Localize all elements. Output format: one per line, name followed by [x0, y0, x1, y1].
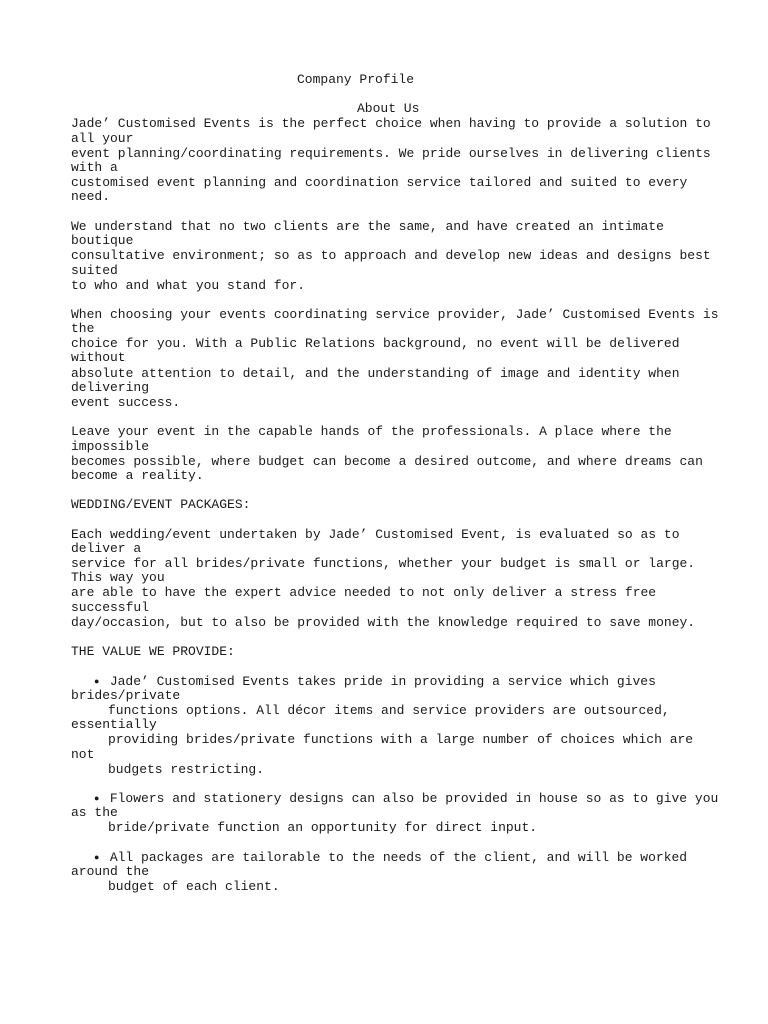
paragraph-line: Leave your event in the capable hands of the professionals. A place where the	[71, 424, 672, 439]
bullet-first-line	[94, 791, 718, 807]
paragraph-line: This way you	[71, 570, 165, 585]
bullet-text: Jade’ Customised Events takes pride in providing a service which gives	[109, 674, 656, 689]
paragraph-line: event success.	[71, 395, 181, 410]
value-heading: THE VALUE WE PROVIDE:	[71, 644, 235, 659]
bullet-line: providing brides/private functions with a large number of choices which are	[108, 732, 694, 747]
paragraph-line: Each wedding/event undertaken by Jade’ Customised Event, is evaluated so as to	[71, 527, 680, 542]
bullet-line: bride/private function an opportunity for direct input.	[108, 820, 538, 835]
paragraph-line: absolute attention to detail, and the understanding of image and identity when	[71, 366, 680, 381]
bullet-icon: ●	[94, 853, 100, 863]
paragraph-line: becomes possible, where budget can become a desired outcome, and where dreams can	[71, 454, 703, 469]
paragraph-line: suited	[71, 263, 118, 278]
paragraph-line: consultative environment; so as to approach and develop new ideas and designs best	[71, 248, 711, 263]
page-title: Company Profile	[297, 72, 415, 87]
paragraph-line: impossible	[71, 439, 150, 454]
paragraph-line: become a reality.	[71, 468, 204, 483]
bullet-text: All packages are tailorable to the needs of the client, and will be worked	[109, 850, 688, 865]
paragraph-line: all your	[71, 131, 134, 146]
paragraph-line: Jade’ Customised Events is the perfect choice when having to provide a solution to	[71, 116, 711, 131]
bullet-line: functions options. All décor items and service providers are outsourced,	[108, 703, 670, 718]
paragraph-line: When choosing your events coordinating service provider, Jade’ Customised Events is	[71, 307, 719, 322]
bullet-line: budget of each client.	[108, 879, 280, 894]
packages-heading: WEDDING/EVENT PACKAGES:	[71, 497, 251, 512]
paragraph-line: delivering	[71, 380, 150, 395]
paragraph-line: are able to have the expert advice needed to not only deliver a stress free	[71, 585, 657, 600]
bullet-wrap-line: not	[71, 747, 95, 762]
paragraph-line: service for all brides/private functions, whether your budget is small or large.	[71, 556, 696, 571]
about-heading: About Us	[357, 101, 420, 116]
bullet-icon: ●	[94, 794, 100, 804]
bullet-wrap-line: as the	[71, 805, 118, 820]
paragraph-line: boutique	[71, 233, 134, 248]
bullet-first-line	[94, 850, 687, 866]
paragraph-line: day/occasion, but to also be provided with the knowledge required to save money.	[71, 615, 696, 630]
bullet-icon: ●	[94, 677, 100, 687]
paragraph-line: customised event planning and coordination service tailored and suited to every	[71, 175, 688, 190]
paragraph-line: deliver a	[71, 541, 142, 556]
paragraph-line: event planning/coordinating requirements. We pride ourselves in delivering clients	[71, 146, 711, 161]
bullet-text: Flowers and stationery designs can also be provided in house so as to give you	[109, 791, 719, 806]
paragraph-line: successful	[71, 600, 150, 615]
paragraph-line: the	[71, 321, 95, 336]
bullet-wrap-line: around the	[71, 864, 150, 879]
paragraph-line: without	[71, 350, 126, 365]
bullet-line: budgets restricting.	[108, 762, 265, 777]
bullet-wrap-line: essentially	[71, 717, 157, 732]
bullet-wrap-line: brides/private	[71, 688, 181, 703]
paragraph-line: to who and what you stand for.	[71, 278, 306, 293]
paragraph-line: choice for you. With a Public Relations background, no event will be delivered	[71, 336, 680, 351]
paragraph-line: We understand that no two clients are the same, and have created an intimate	[71, 219, 664, 234]
paragraph-line: need.	[71, 189, 111, 204]
paragraph-line: with a	[71, 160, 118, 175]
